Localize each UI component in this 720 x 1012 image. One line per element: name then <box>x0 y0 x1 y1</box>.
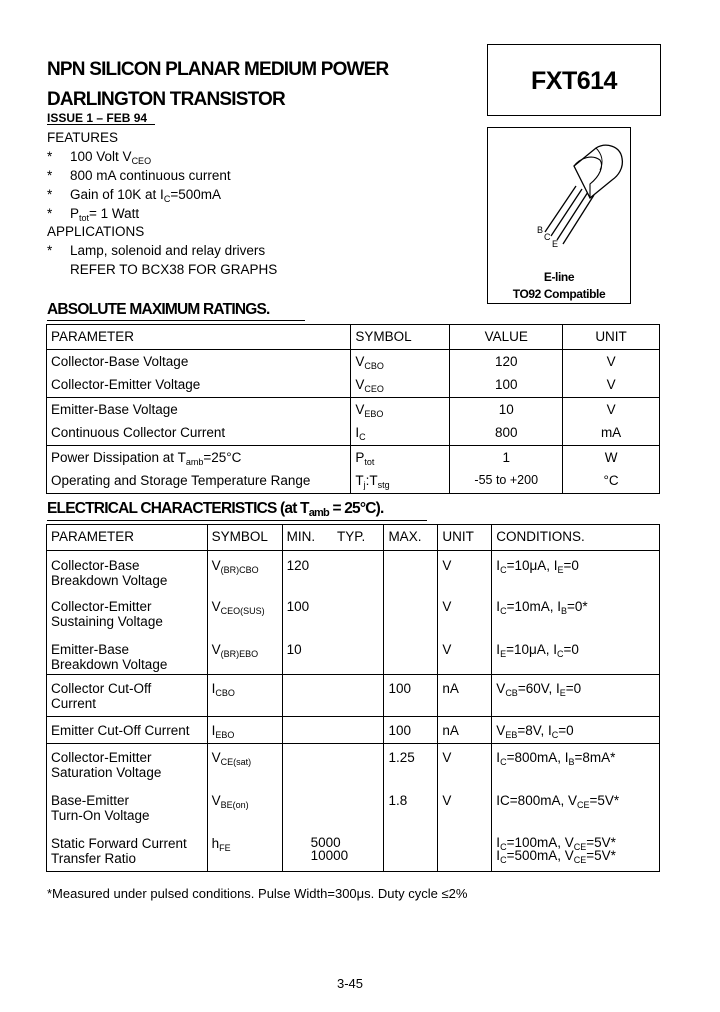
pin-label-b: B <box>537 225 544 235</box>
table-row: Power Dissipation at $T_{amb}=25^\circ C$ $P_{tot}$ 1 W <box>47 445 660 469</box>
issue-underline <box>47 124 155 125</box>
abs-max-underline <box>47 320 305 321</box>
bullet: * <box>47 149 53 164</box>
col-header-parameter: PARAMETER <box>47 525 208 551</box>
table-row: Continuous Collector Current $I_C$ 800 mA <box>47 421 660 445</box>
table-row: Collector Cut-Off Current $I_{CBO}$ 100 nA $V_{CB}=60V$, $I_E=0$ <box>47 675 660 717</box>
elec-underline <box>47 520 427 521</box>
abs-max-table <box>46 324 660 494</box>
table-row: Collector-Base Voltage $V_{CBO}$ 120 V <box>47 349 660 373</box>
bullet: * <box>47 206 53 221</box>
feature-item: * Gain of 10K at $I_C=500mA$ <box>47 187 221 204</box>
to92-package-illustration <box>488 128 630 268</box>
footnote: *Measured under pulsed conditions. Pulse Width=300μs. Duty cycle ≤2% <box>47 886 468 901</box>
table-row: Collector-Base Breakdown Voltage $V_{(BR)CBO}$ 120 V $I_C=10\mu A$, $I_E=0$ <box>47 551 660 595</box>
table-header-row <box>47 325 660 350</box>
col-header-typ: TYP. <box>333 525 384 551</box>
col-header-conditions: CONDITIONS. <box>492 525 660 551</box>
table-row: Static Forward Current Transfer Ratio $h_{FE}$ 5000 10000 $I_C=100mA$, $V_{CE}=5V*$ $I_C=500mA$, $V_{CE}=5V*$ <box>47 831 660 872</box>
col-header-value: VALUE <box>450 325 563 350</box>
col-header-min: MIN. <box>282 525 333 551</box>
feature-item: * 800 mA continuous current <box>47 168 231 183</box>
table-row: Emitter-Base Voltage $V_{EBO}$ 10 V <box>47 397 660 421</box>
table-row: Base-Emitter Turn-On Voltage $V_{BE(on)}$ 1.8 V IC=800mA, $V_{CE}=5V*$ <box>47 788 660 831</box>
features-heading: FEATURES <box>47 130 119 145</box>
part-number: FXT614 <box>531 67 617 95</box>
page-title <box>47 55 388 115</box>
bullet: * <box>47 168 53 183</box>
title-line-2: DARLINGTON TRANSISTOR <box>47 89 285 110</box>
issue-label: ISSUE 1 – FEB 94 <box>47 111 148 125</box>
col-header-unit: UNIT <box>563 325 660 350</box>
applications-heading: APPLICATIONS <box>47 224 145 239</box>
col-header-symbol: SYMBOL <box>351 325 450 350</box>
application-item: * Lamp, solenoid and relay drivers <box>47 243 266 258</box>
table-header-row <box>47 525 660 551</box>
table-row: Collector-Emitter Voltage $V_{CEO}$ 100 V <box>47 373 660 397</box>
package-box <box>487 127 631 304</box>
feature-item: * $P_{tot}= 1$ Watt <box>47 206 140 223</box>
package-caption-eline: E-line <box>543 270 575 284</box>
col-header-max: MAX. <box>384 525 438 551</box>
pin-label-e: E <box>552 239 559 249</box>
col-header-parameter: PARAMETER <box>47 325 351 350</box>
table-row: Emitter Cut-Off Current $I_{EBO}$ 100 nA $V_{EB}=8V$, $I_C=0$ <box>47 717 660 744</box>
page-number: 3-45 <box>337 976 364 991</box>
table-row: Collector-Emitter Sustaining Voltage $V_{CEO(SUS)}$ 100 V $I_C=10mA$, $I_B=0*$ <box>47 594 660 637</box>
bullet: * <box>47 243 53 258</box>
table-row: Operating and Storage Temperature Range $T_j:T_{stg}$ -55 to +200 °C <box>47 469 660 493</box>
elec-heading: ELECTRICAL CHARACTERISTICS (at $T_{amb} = 25^\circ C$). <box>47 500 384 519</box>
pin-label-c: C <box>544 232 551 242</box>
elec-char-table <box>46 524 660 872</box>
part-number-box <box>487 44 661 116</box>
table-row: Collector-Emitter Saturation Voltage $V_{CE(sat)}$ 1.25 V $I_C=800mA$, $I_B=8mA*$ <box>47 744 660 789</box>
abs-max-heading: ABSOLUTE MAXIMUM RATINGS. <box>47 301 270 318</box>
title-line-1: NPN SILICON PLANAR MEDIUM POWER <box>47 59 389 80</box>
col-header-unit: UNIT <box>438 525 492 551</box>
col-header-symbol: SYMBOL <box>207 525 282 551</box>
application-note: REFER TO BCX38 FOR GRAPHS <box>70 262 278 277</box>
bullet: * <box>47 187 53 202</box>
package-caption-to92: TO92 Compatible <box>512 287 606 301</box>
table-row: Emitter-Base Breakdown Voltage $V_{(BR)EBO}$ 10 V $I_E=10\mu A$, $I_C=0$ <box>47 637 660 675</box>
feature-item: * 100 Volt $V_{CEO}$ <box>47 149 152 166</box>
